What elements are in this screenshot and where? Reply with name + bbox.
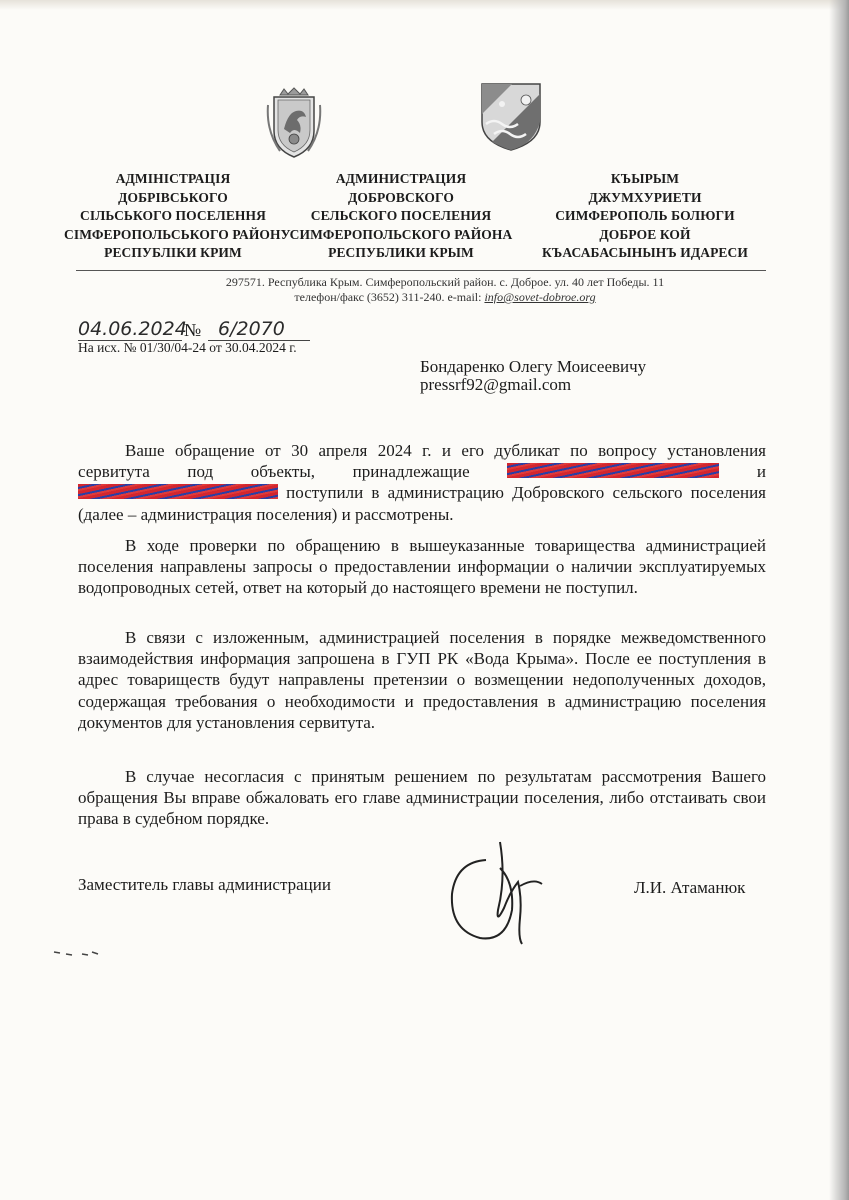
letter-paragraph-1 bbox=[78, 440, 766, 525]
letter-paragraph-4 bbox=[78, 766, 766, 830]
dobroe-settlement-coat-of-arms-icon bbox=[478, 80, 544, 152]
registration-number-label: № bbox=[184, 320, 202, 340]
signatory-name: Л.И. Атаманюк bbox=[634, 878, 746, 897]
header-ukrainian bbox=[64, 170, 291, 263]
letter-paragraph-2 bbox=[78, 535, 766, 599]
outgoing-reference: На исх. № 01/30/04-24 от 30.04.2024 г. bbox=[78, 340, 297, 355]
header-tatar-line: ДЖУМХУРИЕТИ bbox=[588, 189, 702, 205]
paragraph-text: В связи с изложенным, администрацией поселения в порядке межведомственного взаимодействия информация запрошена в ГУП РК «Вода Крыма». После ее поступления в адрес товариществ будут направлены претензии о возмещении недополученных доходов, содержащая требования о необходимости и предоставления в администрацию поселения документов для установления сервитута. bbox=[78, 628, 766, 732]
scan-shadow-right bbox=[829, 0, 849, 1200]
paragraph-text: и bbox=[719, 462, 766, 482]
header-ukrainian-line: РЕСПУБЛІКИ КРИМ bbox=[104, 245, 242, 260]
registration-date: 04.06.2024 bbox=[78, 318, 187, 340]
header-tatar-line: СИМФЕРОПОЛЬ БОЛЮГИ bbox=[555, 208, 735, 223]
letter-paragraph-3 bbox=[78, 627, 766, 733]
paragraph-text: В ходе проверки по обращению в вышеуказанные товарищества администрацией поселения направлены запросы о предоставлении информации о наличии эксплуатируемых водопроводных сетей, ответ на который до настоящего времени не поступил. bbox=[78, 536, 766, 598]
paragraph-text: поступили в администрацию Добровского сельского поселения (далее – администрация поселения) и рассмотрены. bbox=[78, 483, 766, 524]
scan-artifact bbox=[52, 946, 102, 958]
signatory-title: Заместитель главы администрации bbox=[78, 875, 331, 894]
header-ukrainian-line: СІМФЕРОПОЛЬСЬКОГО РАЙОНУ bbox=[64, 226, 291, 242]
header-tatar-line: ДОБРОЕ КОЙ bbox=[599, 226, 691, 242]
header-tatar-line: КЪАСАБАСЫНЫНЪ ИДАРЕСИ bbox=[542, 245, 748, 260]
recipient-email: pressrf92@gmail.com bbox=[420, 375, 572, 394]
redaction-mark bbox=[78, 484, 278, 499]
recipient-name: Бондаренко Олегу Моисеевичу bbox=[420, 357, 647, 376]
header-russian-line: РЕСПУБЛИКИ КРЫМ bbox=[328, 245, 474, 260]
header-divider bbox=[76, 270, 766, 271]
header-ukrainian-line: СІЛЬСЬКОГО ПОСЕЛЕННЯ bbox=[80, 208, 266, 223]
header-contacts bbox=[150, 289, 740, 305]
header-address: 297571. Республика Крым. Симферопольский район. с. Доброе. ул. 40 лет Победы. 11 bbox=[225, 275, 665, 289]
header-russian-line: СИМФЕРОПОЛЬСКОГО РАЙОНА bbox=[289, 226, 513, 242]
header-russian-line: АДМИНИСТРАЦИЯ bbox=[335, 171, 467, 186]
paragraph-text: В случае несогласия с принятым решением по результатам рассмотрения Вашего обращения Вы вправе обжаловать его главе администрации поселения, либо отстаивать свои права в судебном порядке. bbox=[78, 767, 766, 829]
contact-prefix: телефон/факс (3652) 311-240. e-mail: bbox=[294, 290, 485, 304]
registration-number: 6/2070 bbox=[218, 318, 285, 340]
header-crimean-tatar bbox=[532, 170, 758, 263]
header-russian-line: СЕЛЬСКОГО ПОСЕЛЕНИЯ bbox=[310, 208, 492, 223]
paragraph-text: Ваше обращение от 30 апреля 2024 г. и его дубликат по вопросу установления сервитута под объекты, принадлежащие bbox=[78, 441, 766, 482]
redaction-mark bbox=[507, 463, 719, 478]
scan-shadow-top bbox=[0, 0, 849, 10]
crimea-coat-of-arms-icon bbox=[266, 87, 322, 159]
header-tatar-line: КЪЫРЫМ bbox=[610, 171, 680, 186]
handwritten-signature bbox=[446, 838, 552, 950]
contact-email-link[interactable]: info@sovet-dobroe.org bbox=[484, 290, 596, 304]
header-russian-line: ДОБРОВСКОГО bbox=[348, 189, 454, 205]
header-russian bbox=[280, 170, 522, 263]
header-ukrainian-line: ДОБРІВСЬКОГО bbox=[118, 189, 228, 205]
header-ukrainian-line: АДМІНІСТРАЦІЯ bbox=[115, 171, 231, 186]
